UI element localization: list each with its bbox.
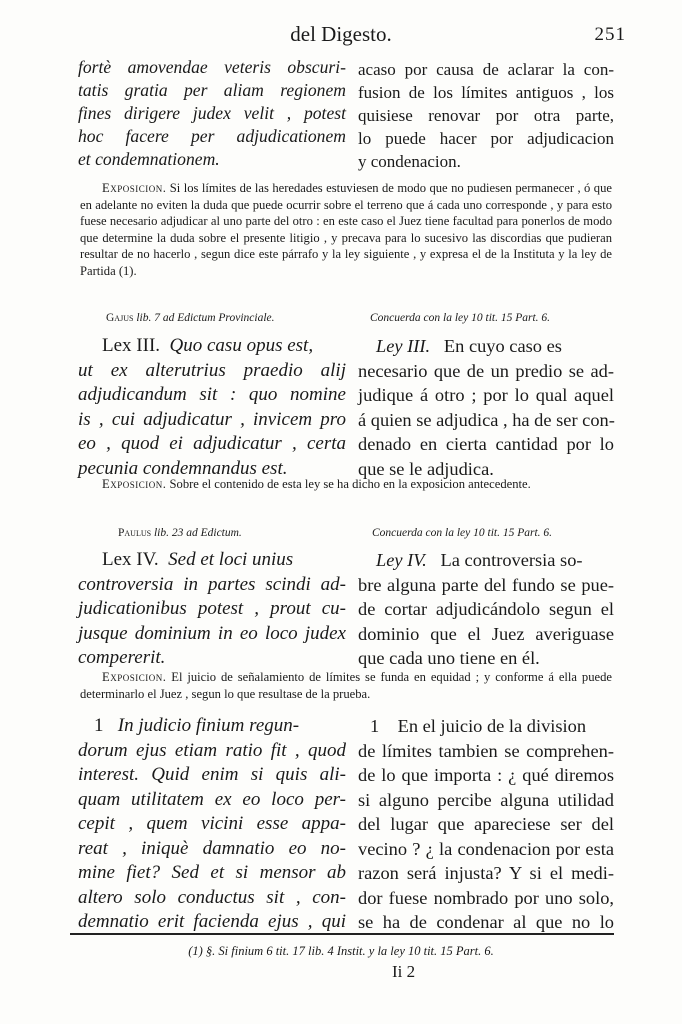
latin-line: ut ex alterutrius praedio alij <box>78 359 346 381</box>
latin-line: mine fiet? Sed et si mensor ab <box>78 862 346 883</box>
latin-line: altero solo conductus sit , con- <box>78 886 346 908</box>
citation-author: Gajus <box>106 312 134 324</box>
exposicion-label: Exposicion. <box>102 670 167 684</box>
spanish-line: En el juicio de la division <box>397 716 587 736</box>
spanish-line: del lugar que apareciese ser del <box>358 814 614 834</box>
exposicion-text: El juicio de señalamiento de límites se funda en equidad ; y conforme á ella puede determinarlo el Juez , segun lo que resultase de la prueba. <box>80 670 612 701</box>
latin-column-lex4 <box>78 548 346 671</box>
spanish-line: de lo que importa : ¿ qué diremos <box>358 765 614 785</box>
exposicion-label: Exposicion. <box>102 181 167 195</box>
spanish-line: En cuyo caso es <box>443 336 562 356</box>
latin-line: fines dirigere judex velit , potest <box>78 103 346 123</box>
latin-line: tatis gratia per aliam regionem <box>78 80 346 100</box>
spanish-line: si alguno percibe alguna utilidad <box>358 789 614 810</box>
latin-line: judicationibus potest , prout cu- <box>78 598 346 619</box>
latin-line: eo , quod ei adjudicatur , certa <box>78 433 346 454</box>
exposicion-paragraph-3 <box>80 669 612 702</box>
exposicion-text: Si los límites de las heredades estuviesen de modo que no pudiesen permanecer , ó que en adelante no eviten la duda que puede ocurrir sobre el terreno que á cada uno corresponde , y para esto fuese necesario adjudicar al uno parte del otro : en este caso el Juez tiene facultad para ponerlos de modo que determine la duda sobre el presente litigio , y precava para lo sucesivo las discordias que pudieran resultar de no hacerlo , segun dice este párrafo y la ley siguiente , y expresa el de la Instituta y la ley de Partida (1). <box>80 181 612 278</box>
footnote: (1) §. Si finium 6 tit. 17 lib. 4 Instit. y la ley 10 tit. 15 Part. 6. <box>188 944 494 958</box>
exposicion-paragraph-2 <box>80 476 612 493</box>
spanish-line: de límites tambien se comprehen- <box>358 740 614 761</box>
latin-line: cepit , quem vicini esse appa- <box>78 813 346 834</box>
latin-line: pecunia condemnandus est. <box>78 457 288 479</box>
spanish-line: fusion de los límites antiguos , los <box>358 83 614 102</box>
footnote-rule <box>70 933 614 935</box>
spanish-column-lex3 <box>358 334 614 481</box>
latin-line: Quo casu opus est, <box>169 335 314 356</box>
paragraph-number: 1 <box>94 715 104 736</box>
spanish-line: La controversia so- <box>440 550 583 570</box>
latin-line-first <box>78 714 346 739</box>
latin-line: jusque dominium in eo loco judex <box>78 622 346 644</box>
latin-line: interest. Quid enim si quis ali- <box>78 764 346 785</box>
latin-line: quam utilitatem ex eo loco per- <box>78 788 346 810</box>
spanish-line-first <box>358 334 614 359</box>
spanish-line: y condenacion. <box>358 152 461 171</box>
latin-line: In judicio finium regun- <box>117 715 300 736</box>
spanish-line: dor fuese nombrado por uno solo, <box>358 887 614 908</box>
citation-left-lex4 <box>118 527 242 539</box>
latin-line: Sed et loci unius <box>168 549 294 570</box>
running-header: del Digesto. <box>290 22 392 46</box>
latin-line: controversia in partes scindi ad- <box>78 573 346 595</box>
spanish-line: se ha de condenar al que no lo <box>358 912 614 932</box>
spanish-line: vecino ? ¿ la condenacion por esta <box>358 838 614 859</box>
spanish-line: acaso por causa de aclarar la con- <box>358 60 614 79</box>
citation-right-lex3: Concuerda con la ley 10 tit. 15 Part. 6. <box>370 312 551 324</box>
latin-line: et condemnationem. <box>78 149 220 169</box>
citation-source: lib. 7 ad Edictum Provinciale. <box>136 312 275 324</box>
page-number: 251 <box>594 24 626 45</box>
latin-column-section5 <box>78 714 346 935</box>
citation-right-lex4: Concuerda con la ley 10 tit. 15 Part. 6. <box>372 527 553 539</box>
exposicion-paragraph-1 <box>80 180 612 279</box>
spanish-line: que cada uno tiene en él. <box>358 648 540 668</box>
spanish-line: bre alguna parte del fundo se pue- <box>358 574 614 595</box>
spanish-line: de cortar adjudicándolo segun el <box>358 599 614 619</box>
citation-author: Paulus <box>118 527 152 539</box>
latin-line: fortè amovendae veteris obscuri- <box>78 57 346 77</box>
signature-mark: Ii 2 <box>392 962 416 981</box>
paragraph-number: 1 <box>370 716 380 736</box>
spanish-line: á quien se adjudica , ha de ser con- <box>358 409 615 430</box>
spanish-line: razon será injusta? Y si el medi- <box>358 863 614 883</box>
spanish-line-first <box>358 714 614 739</box>
exposicion-text: Sobre el contenido de esta ley se ha dicho en la exposicion antecedente. <box>169 477 531 491</box>
spanish-line-first <box>358 548 614 573</box>
spanish-column-lex4 <box>358 548 614 671</box>
spanish-line: denado en cierta cantidad por lo <box>358 434 614 454</box>
lex-heading: Lex IV. <box>102 549 159 570</box>
ley-heading: Ley III. <box>376 336 431 356</box>
latin-column-lex3 <box>78 334 346 481</box>
exposicion-label: Exposicion. <box>102 477 167 491</box>
latin-column-section1 <box>78 56 346 171</box>
latin-line: is , cui adjudicatur , invicem pro <box>78 408 346 430</box>
spanish-line: dominio que el Juez averiguase <box>358 623 614 644</box>
latin-line: dorum ejus etiam ratio fit , quod <box>78 739 346 761</box>
spanish-column-section1 <box>358 58 614 173</box>
spanish-line: quisiese renovar por otra parte, <box>358 106 614 125</box>
citation-source: lib. 23 ad Edictum. <box>153 527 242 539</box>
spanish-line: que se le adjudica. <box>358 458 494 479</box>
spanish-column-section5 <box>358 714 614 935</box>
latin-line: hoc facere per adjudicationem <box>78 126 346 146</box>
citation-left-lex3 <box>106 312 275 324</box>
latin-line-first <box>78 334 346 359</box>
lex-heading: Lex III. <box>102 335 161 356</box>
spanish-line: necesario que de un predio se ad- <box>358 360 614 381</box>
latin-line: reat , iniquè damnatio eo no- <box>78 837 346 859</box>
spanish-line: lo puede hacer por adjudicacion <box>358 129 614 148</box>
latin-line: compererit. <box>78 647 166 668</box>
latin-line: demnatio erit facienda ejus , qui <box>78 911 346 932</box>
latin-line: adjudicandum sit : quo nomine <box>78 384 346 405</box>
ley-heading: Ley IV. <box>376 550 427 570</box>
latin-line-first <box>78 548 346 573</box>
spanish-line: judique á otro ; por lo qual aquel <box>358 385 614 405</box>
